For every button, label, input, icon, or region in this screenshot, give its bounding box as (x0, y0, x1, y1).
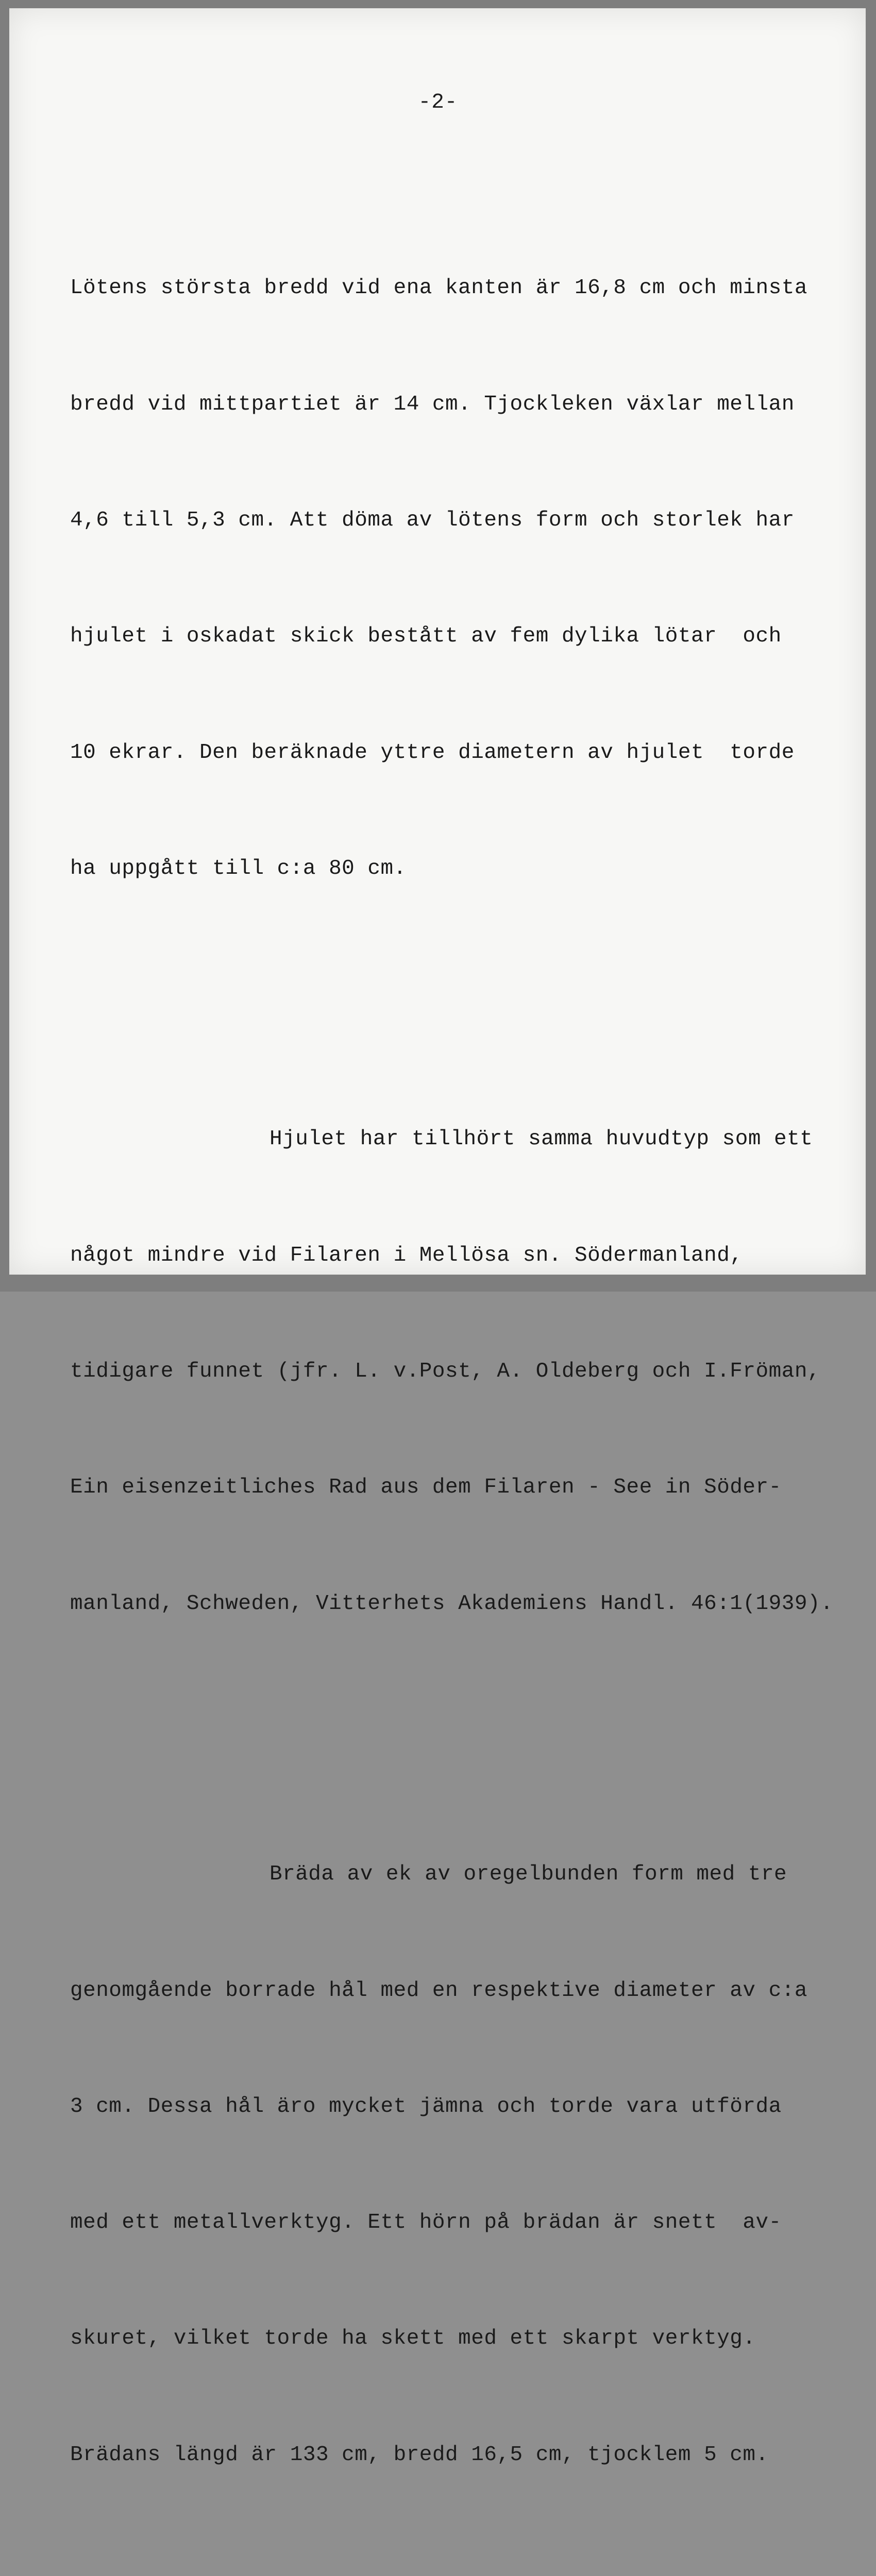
text-line: skuret, vilket torde ha skett med ett skarpt verktyg. (70, 2327, 756, 2351)
text-line: 10 ekrar. Den beräknade yttre diametern av hjulet torde (70, 740, 795, 765)
text-line: 3 cm. Dessa hål äro mycket jämna och torde vara utförda (70, 2094, 782, 2119)
text-line: Bräda av ek av oregelbunden form med tre (269, 1862, 787, 1887)
document-body (70, 114, 853, 2576)
text-line: tidigare funnet (jfr. L. v.Post, A. Oldeberg och I.Fröman, (70, 1360, 821, 1383)
text-line: med ett metallverktyg. Ett hörn på brädan är snett av- (70, 2211, 782, 2235)
text-line: bredd vid mittpartiet är 14 cm. Tjockleken växlar mellan (70, 392, 795, 416)
text-line: något mindre vid Filaren i Mellösa sn. Södermanland, (70, 1243, 743, 1267)
text-line: Ein eisenzeitliches Rad aus dem Filaren - See in Söder- (70, 1476, 782, 1500)
text-line: hjulet i oskadat skick bestått av fem dylika lötar och (70, 624, 782, 649)
text-line: manland, Schweden, Vitterhets Akademiens Handl. 46:1(1939). (70, 1591, 834, 1616)
text-line: Lötens största bredd vid ena kanten är 16,8 cm och minsta (70, 276, 807, 300)
text-line: Brädans längd är 133 cm, bredd 16,5 cm, tjocklem 5 cm. (70, 2443, 769, 2467)
page-number: -2- (418, 91, 458, 114)
text-line: genomgående borrade hål med en respektive diameter av c:a (70, 1978, 807, 2003)
text-line: ha uppgått till c:a 80 cm. (70, 856, 407, 880)
text-line: 4,6 till 5,3 cm. Att döma av lötens form och storlek har (70, 508, 795, 532)
paragraph (70, 1778, 853, 2552)
paragraph (70, 192, 853, 965)
paragraph (70, 1043, 853, 1701)
text-line: Hjulet har tillhört samma huvudtyp som ett (269, 1127, 813, 1151)
